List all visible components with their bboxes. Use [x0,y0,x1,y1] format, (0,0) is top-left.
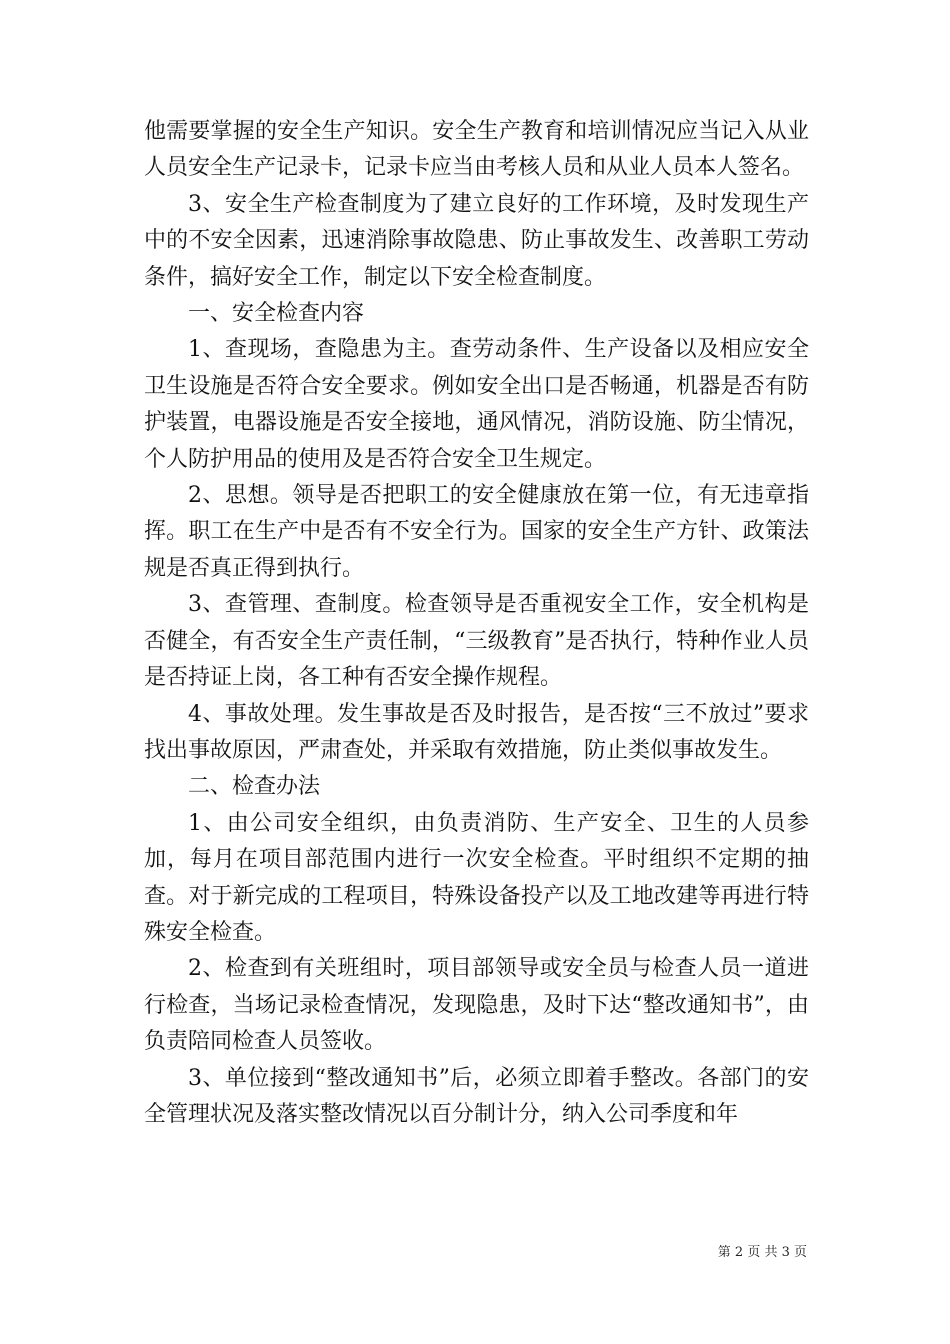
document-body [144,114,809,1133]
paragraph-7: 4、事故处理。发生事故是否及时报告，是否按“三不放过”要求找出事故原因，严肃查处，并采取有效措施，防止类似事故发生。 [144,701,809,763]
paragraph-5: 2、思想。领导是否把职工的安全健康放在第一位，有无违章指挥。职工在生产中是否有不安全行为。国家的安全生产方针、政策法规是否真正得到执行。 [144,483,809,581]
paragraph-9: 1、由公司安全组织，由负责消防、生产安全、卫生的人员参加，每月在项目部范围内进行一次安全检查。平时组织不定期的抽查。对于新完成的工程项目，特殊设备投产以及工地改建等再进行特殊安全检查。 [144,810,809,945]
paragraph-11: 3、单位接到“整改通知书”后，必须立即着手整改。各部门的安全管理状况及落实整改情况以百分制计分，纳入公司季度和年 [144,1065,809,1127]
paragraph-6: 3、查管理、查制度。检查领导是否重视安全工作，安全机构是否健全，有否安全生产责任制，“三级教育”是否执行，特种作业人员是否持证上岗，各工种有否安全操作规程。 [144,592,809,691]
paragraph-10: 2、检查到有关班组时，项目部领导或安全员与检查人员一道进行检查，当场记录检查情况，发现隐患，及时下达“整改通知书”，由负责陪同检查人员签收。 [144,956,809,1055]
section-heading-1: 一、安全检查内容 [188,301,365,327]
paragraph-2: 3、安全生产检查制度为了建立良好的工作环境，及时发现生产中的不安全因素，迅速消除事故隐患、防止事故发生、改善职工劳动条件，搞好安全工作，制定以下安全检查制度。 [144,191,809,290]
paragraph-1: 他需要掌握的安全生产知识。安全生产教育和培训情况应当记入从业人员安全生产记录卡，记录卡应当由考核人员和从业人员本人签名。 [144,119,809,181]
paragraph-4: 1、查现场，查隐患为主。查劳动条件、生产设备以及相应安全卫生设施是否符合安全要求。例如安全出口是否畅通，机器是否有防护装置，电器设施是否安全接地，通风情况，消防设施、防尘情况，个人防护用品的使用及是否符合安全卫生规定。 [144,337,809,472]
page-number: 第 2 页 共 3 页 [717,1245,807,1260]
section-heading-2: 二、检查办法 [188,774,321,800]
